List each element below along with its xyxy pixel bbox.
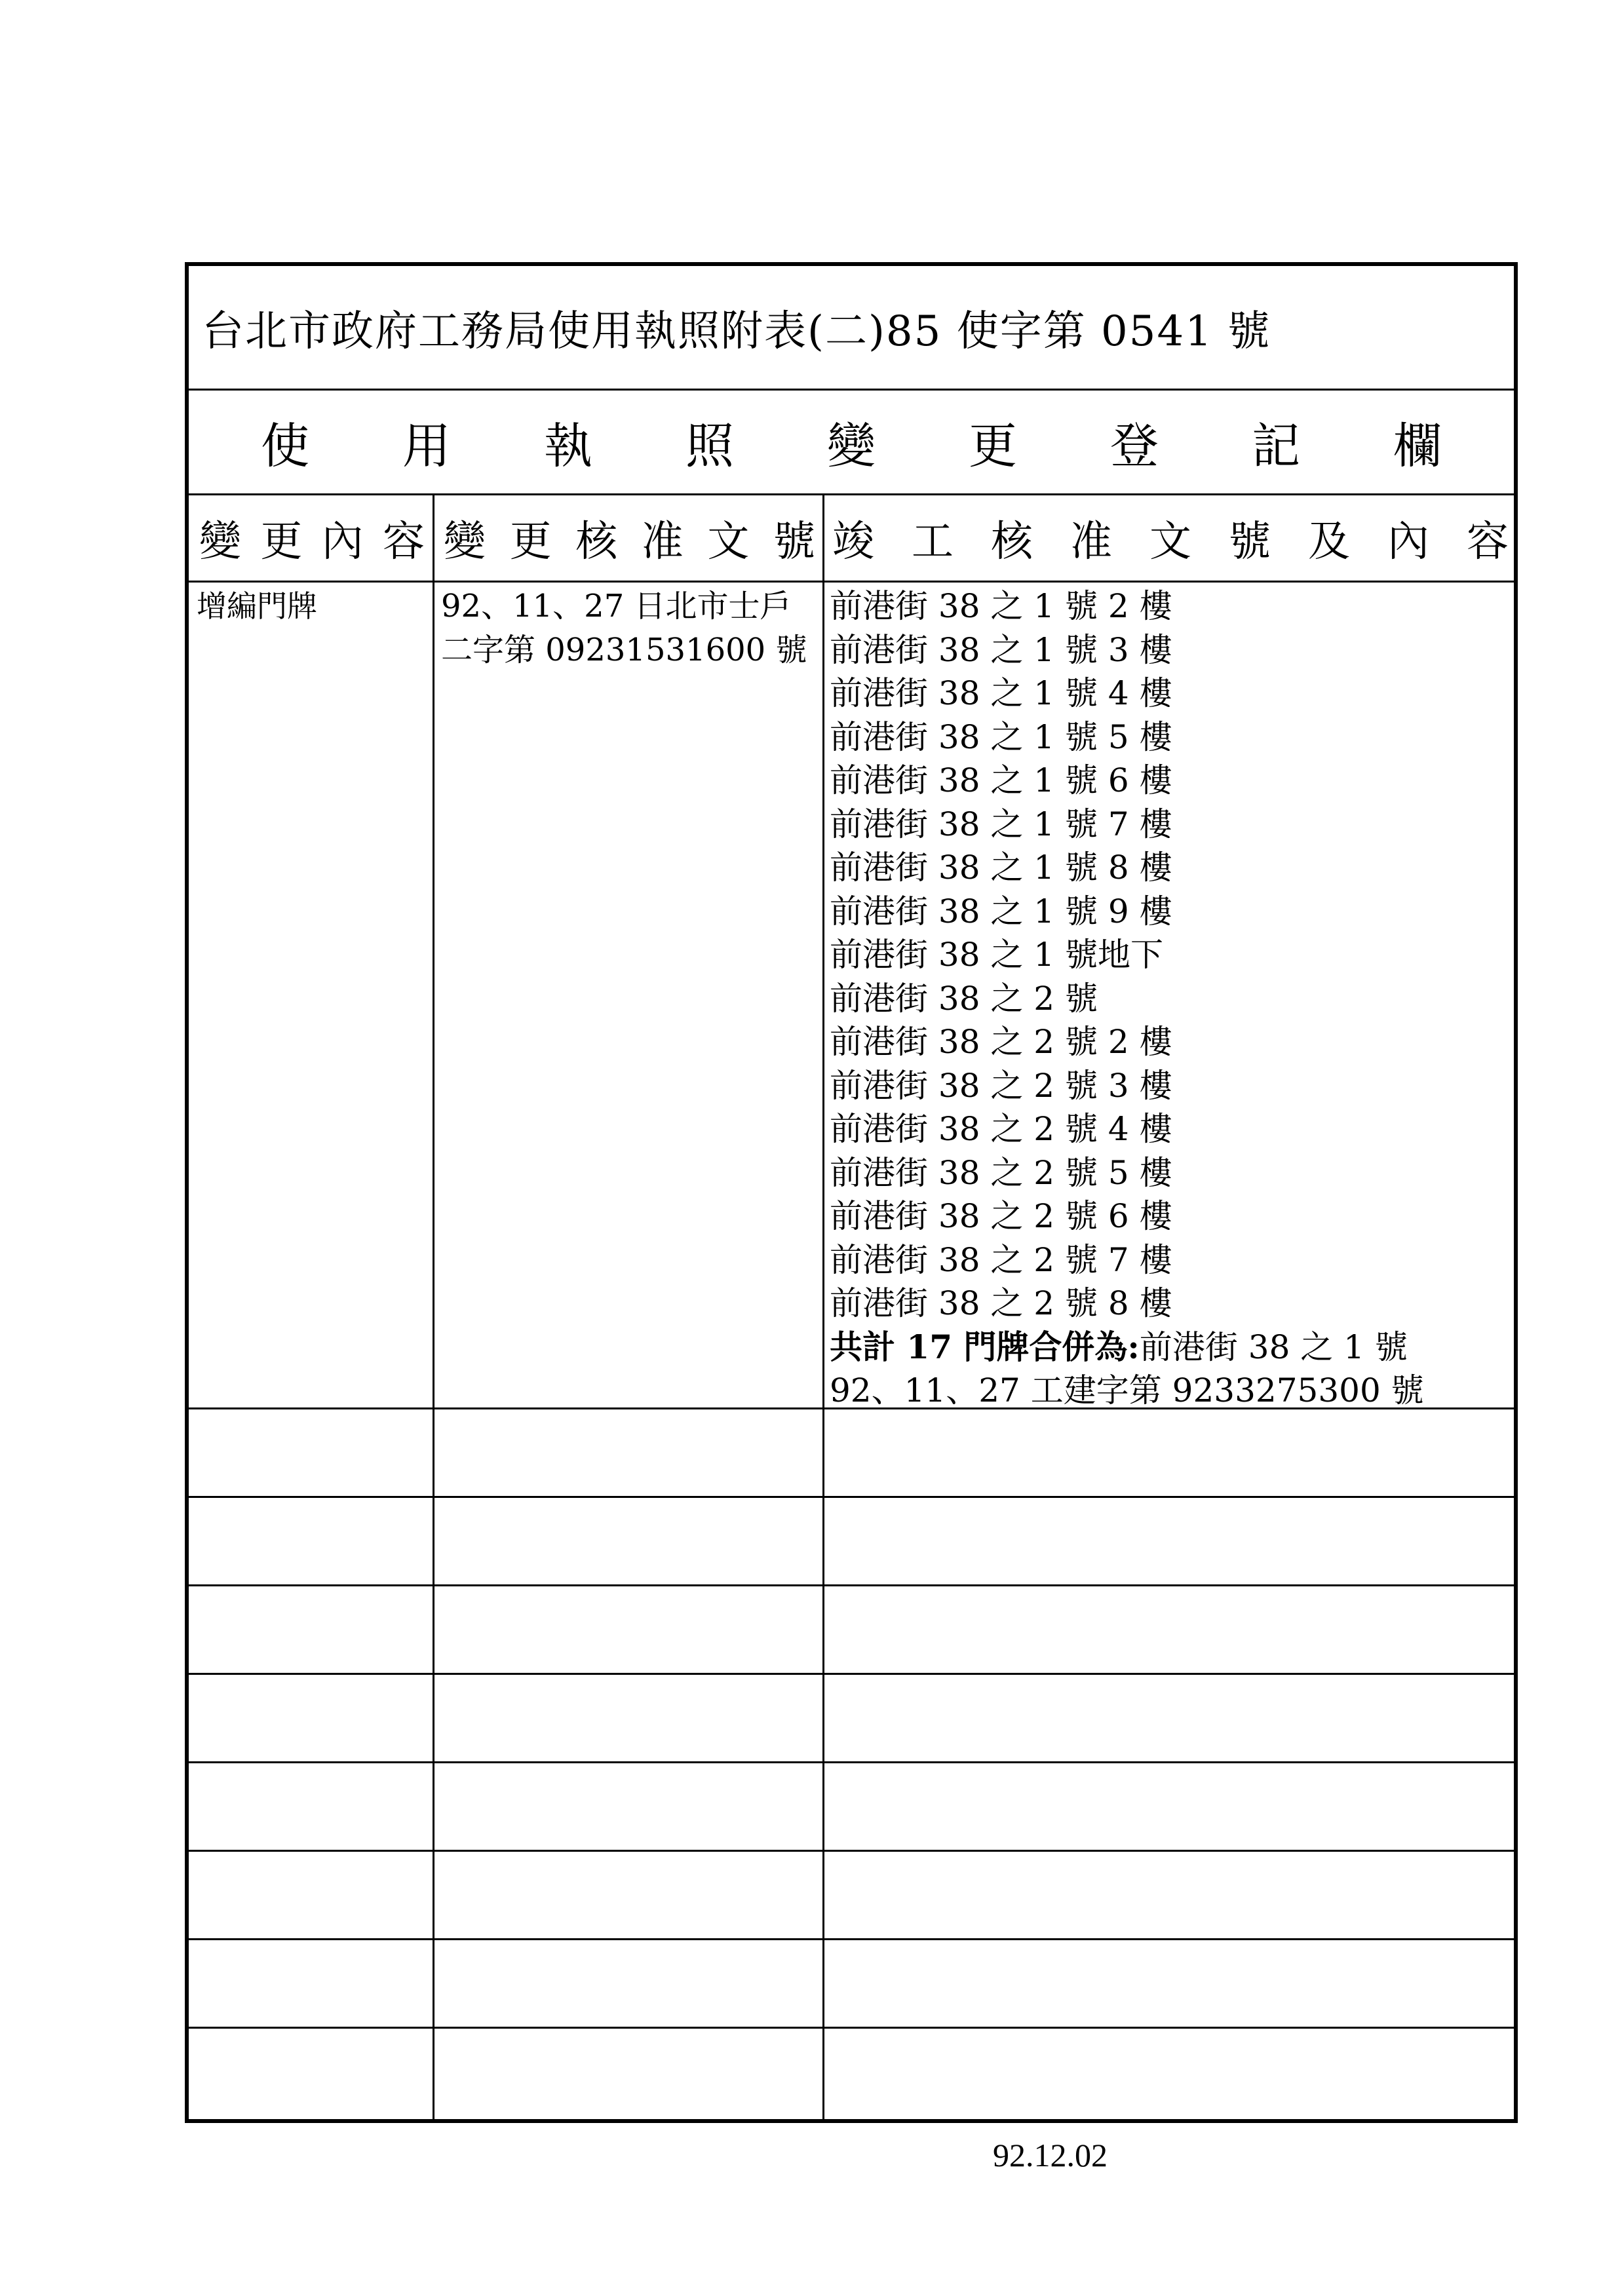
header-char: 核 [991,518,1033,566]
final-approval-line: 92、11、27 工建字第 9233275300 號 [830,1371,1424,1409]
completion-cell [830,584,1424,1413]
header-char: 更 [260,518,303,566]
header-char: 容 [382,518,425,566]
change-content-cell [197,584,317,628]
row-divider [189,1850,1514,1852]
heading-char: 照 [685,417,734,474]
address-line: 前港街 38 之 1 號 5 樓 [830,718,1172,756]
address-line: 前港街 38 之 1 號 2 樓 [830,587,1172,625]
column-header-completion [830,495,1511,581]
row-divider [189,1938,1514,1940]
header-char: 准 [1070,518,1112,566]
header-char: 號 [1229,518,1271,566]
row-divider [189,1761,1514,1763]
column-header-change-content [197,495,427,581]
heading-char: 欄 [1393,417,1442,474]
row-divider [189,1496,1514,1498]
header-char: 號 [773,518,815,566]
address-line: 前港街 38 之 1 號 3 樓 [830,630,1172,669]
form-title-text: 台北市政府工務局使用執照附表(二)85 使字第 0541 號 [202,307,1271,356]
address-line: 前港街 38 之 2 號 3 樓 [830,1066,1172,1105]
address-line: 前港街 38 之 2 號 [830,979,1098,1018]
column-header-approval-number [441,495,818,581]
approval-line: 92、11、27 日北市士戶 [441,588,792,624]
row-divider [189,581,1514,583]
row-divider [189,2027,1514,2029]
heading-char: 登 [1110,417,1159,474]
address-line: 前港街 38 之 2 號 5 樓 [830,1153,1172,1192]
header-char: 工 [912,518,954,566]
footer-date: 92.12.02 [993,2137,1108,2173]
address-line: 前港街 38 之 1 號地下 [830,936,1164,974]
change-registration-heading [189,391,1514,495]
approval-line: 二字第 09231531600 號 [441,631,807,668]
summary-address: 前港街 38 之 1 號 [1139,1328,1408,1366]
heading-char: 變 [827,417,876,474]
address-line: 前港街 38 之 2 號 6 樓 [830,1197,1172,1235]
heading-char: 更 [969,417,1017,474]
row-divider [189,1584,1514,1586]
header-char: 竣 [832,518,874,566]
registration-table [189,495,1514,2119]
heading-char: 用 [402,417,451,474]
header-char: 及 [1308,518,1350,566]
change-content-value: 增編門牌 [197,588,317,624]
usage-license-form [185,262,1518,2123]
address-line: 前港街 38 之 2 號 4 樓 [830,1110,1172,1148]
address-line: 前港街 38 之 2 號 7 樓 [830,1240,1172,1279]
header-char: 文 [707,518,750,566]
summary-line [830,1326,1424,1369]
address-line: 前港街 38 之 1 號 8 樓 [830,849,1172,887]
header-char: 變 [199,518,241,566]
header-char: 文 [1149,518,1191,566]
column-divider [433,495,434,2119]
column-divider [822,495,824,2119]
header-char: 變 [444,518,486,566]
header-char: 准 [641,518,684,566]
heading-char: 使 [261,417,309,474]
header-char: 容 [1467,518,1509,566]
address-line: 前港街 38 之 1 號 6 樓 [830,761,1172,799]
address-line: 前港街 38 之 1 號 7 樓 [830,805,1172,843]
address-line: 前港街 38 之 2 號 2 樓 [830,1023,1172,1061]
approval-number-cell [441,584,807,672]
header-char: 內 [1387,518,1429,566]
row-divider [189,1673,1514,1675]
address-line: 前港街 38 之 2 號 8 樓 [830,1284,1172,1322]
heading-char: 記 [1252,417,1300,474]
address-line: 前港街 38 之 1 號 4 樓 [830,674,1172,712]
summary-label: 共計 17 門牌合併為: [830,1327,1140,1366]
form-title [189,266,1514,391]
header-char: 內 [321,518,364,566]
header-char: 核 [575,518,618,566]
heading-char: 執 [544,417,592,474]
address-line: 前港街 38 之 1 號 9 樓 [830,892,1172,930]
header-char: 更 [509,518,552,566]
